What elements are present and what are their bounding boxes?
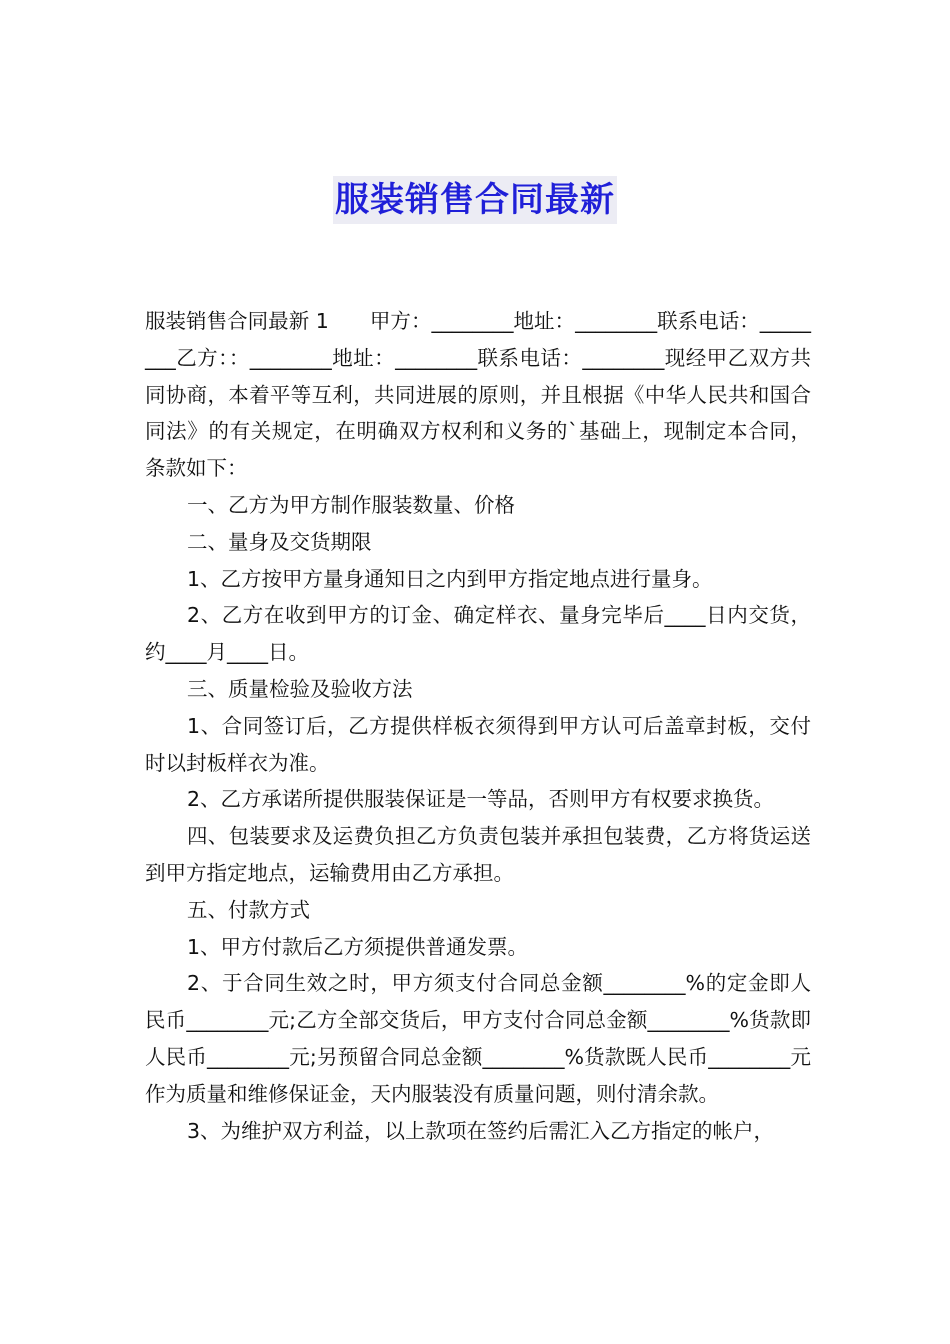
paragraph-section-5-item-1: 1、甲方付款后乙方须提供普通发票。 — [187, 934, 529, 959]
paragraph-section-2-item-2: 2、乙方在收到甲方的订金、确定样衣、量身完毕后____日内交货，约____月____日。 — [145, 603, 811, 665]
paragraph-section-5: 五、付款方式 — [187, 897, 310, 922]
paragraph-section-3-item-2: 2、乙方承诺所提供服装保证是一等品，否则甲方有权要求换货。 — [187, 787, 775, 812]
paragraph-section-2-item-1: 1、乙方按甲方量身通知日之内到甲方指定地点进行量身。 — [187, 566, 713, 591]
paragraph-section-5-item-3: 3、为维护双方利益，以上款项在签约后需汇入乙方指定的帐户， — [187, 1118, 775, 1143]
paragraph-section-3-item-1: 1、合同签订后，乙方提供样板衣须得到甲方认可后盖章封板，交付时以封板样衣为准。 — [145, 713, 811, 775]
document-body — [145, 303, 811, 1149]
paragraph-section-3: 三、质量检验及验收方法 — [187, 676, 413, 701]
paragraph-preamble: 服装销售合同最新 1 甲方：________地址：________联系电话：________乙方：：________地址：________联系电话：________现经甲乙双方共同协商，本着平等互利，共同进展的原则，并且根据《中华人民共和国合同法》的有关规定，在明确双方权利和义务的`基础上，现制定本合同，条款如下： — [145, 309, 811, 481]
paragraph-section-1: 一、乙方为甲方制作服装数量、价格 — [187, 492, 515, 517]
paragraph-section-2: 二、量身及交货期限 — [187, 529, 372, 554]
paragraph-section-4: 四、包装要求及运费负担乙方负责包装并承担包装费，乙方将货运送到甲方指定地点，运输费用由乙方承担。 — [145, 824, 811, 885]
paragraph-section-5-item-2: 2、于合同生效之时，甲方须支付合同总金额________%的定金即人民币________元;乙方全部交货后，甲方支付合同总金额________%货款即人民币________元;另预留合同总金额________%货款既人民币________元作为质量和维修保证金，天内服装没有质量问题，则付清余款。 — [145, 971, 811, 1106]
document-title: 服装销售合同最新 — [333, 176, 617, 224]
title-wrapper — [0, 176, 950, 224]
